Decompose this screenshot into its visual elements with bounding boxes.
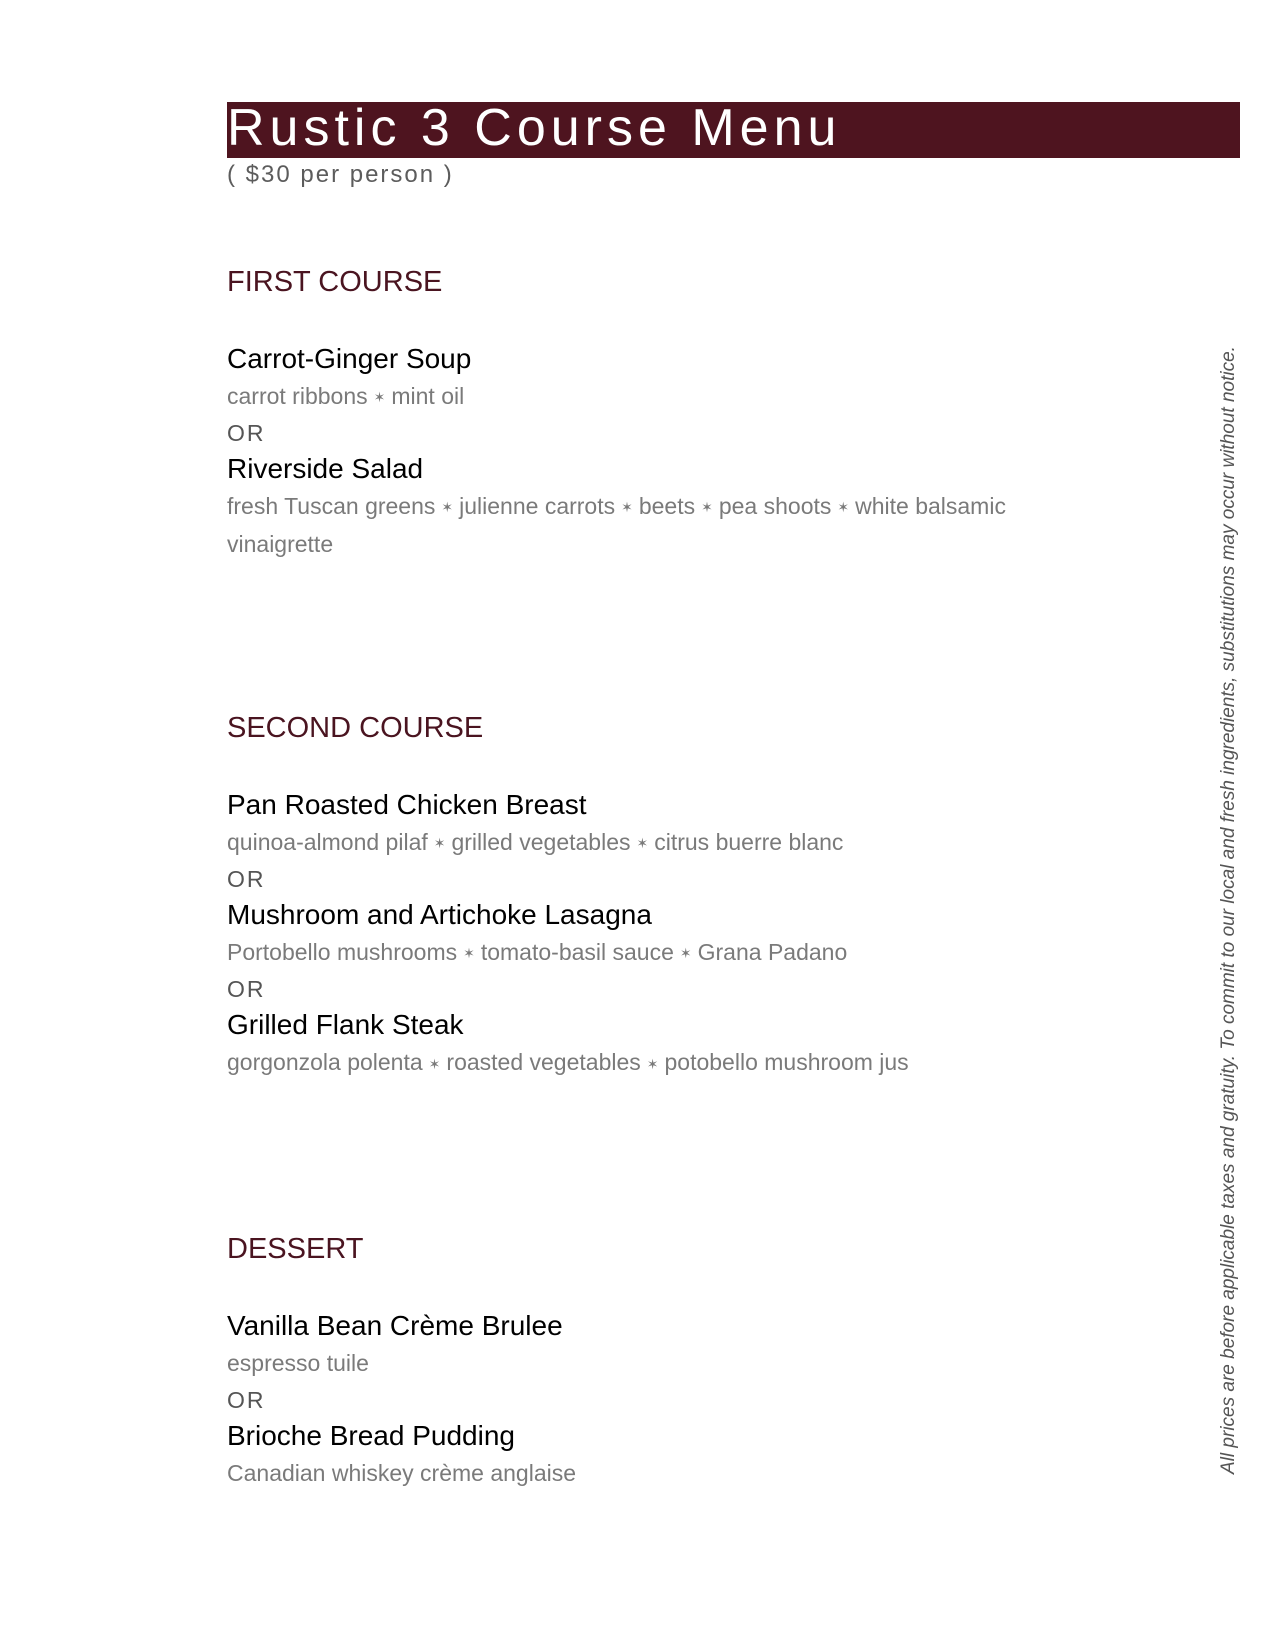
menu-item-description	[227, 378, 1087, 416]
ingredient: gorgonzola polenta	[227, 1049, 423, 1076]
course-items	[227, 340, 1127, 564]
ingredient: beets	[638, 493, 696, 520]
menu-item-name: Vanilla Bean Crème Brulee	[227, 1310, 563, 1341]
separator-icon: ✶	[837, 499, 850, 516]
ingredient: tomato-basil sauce	[480, 939, 674, 966]
menu-item-description	[227, 488, 1087, 564]
separator-icon: ✶	[701, 499, 713, 516]
separator-icon: ✶	[679, 945, 692, 962]
ingredient: fresh Tuscan greens	[227, 493, 436, 520]
menu-item-name: Carrot-Ginger Soup	[227, 343, 472, 374]
or-divider: OR	[227, 975, 266, 1002]
ingredient: julienne carrots	[459, 493, 616, 520]
course-heading: SECOND COURSE	[227, 712, 484, 744]
price-note: ( $30 per person )	[227, 161, 454, 188]
or-divider: OR	[227, 1386, 266, 1413]
separator-icon: ✶	[636, 835, 649, 852]
course-second	[227, 714, 1127, 1082]
menu-item-description	[227, 934, 1087, 972]
menu-item-name: Brioche Bread Pudding	[227, 1420, 515, 1452]
ingredient: carrot ribbons	[227, 382, 368, 409]
course-heading: FIRST COURSE	[227, 266, 443, 298]
course-items	[227, 1307, 1127, 1493]
ingredient: mint oil	[391, 382, 465, 409]
menu-item-name: Mushroom and Artichoke Lasagna	[227, 899, 652, 931]
ingredient: grilled vegetables	[451, 828, 631, 855]
separator-icon: ✶	[433, 835, 446, 852]
separator-icon: ✶	[463, 945, 475, 962]
separator-icon: ✶	[373, 389, 386, 406]
course-heading: DESSERT	[227, 1233, 364, 1265]
or-divider: OR	[227, 865, 266, 892]
ingredient: Grana Padano	[697, 939, 848, 966]
ingredient: Canadian whiskey crème anglaise	[227, 1460, 577, 1487]
footer-note: All prices are before applicable taxes and gratuity. To commit to our local and fresh ingredients, substitutions may occur without notice.	[1218, 346, 1239, 1474]
ingredient: pea shoots	[718, 493, 832, 520]
ingredient: roasted vegetables	[446, 1049, 641, 1076]
menu-item-name: Pan Roasted Chicken Breast	[227, 789, 587, 820]
ingredient: Portobello mushrooms	[227, 939, 458, 966]
separator-icon: ✶	[621, 499, 633, 516]
menu-item-description	[227, 1345, 1087, 1383]
ingredient: espresso tuile	[227, 1349, 369, 1376]
separator-icon: ✶	[441, 499, 454, 516]
separator-icon: ✶	[646, 1055, 659, 1072]
menu-item-description	[227, 1044, 1087, 1082]
menu-item-description	[227, 1455, 1087, 1493]
menu-title: Rustic 3 Course Menu	[227, 99, 842, 157]
ingredient: quinoa-almond pilaf	[227, 828, 428, 855]
course-dessert	[227, 1235, 1127, 1493]
separator-icon: ✶	[428, 1055, 441, 1072]
ingredient: potobello mushroom jus	[664, 1049, 909, 1076]
menu-item-name: Riverside Salad	[227, 453, 424, 485]
ingredient: citrus buerre blanc	[654, 828, 844, 855]
menu-item-name: Grilled Flank Steak	[227, 1009, 464, 1041]
ingredient: white balsamic vinaigrette	[227, 493, 1006, 557]
course-items	[227, 786, 1127, 1082]
or-divider: OR	[227, 419, 266, 446]
course-first	[227, 268, 1127, 564]
menu-item-description	[227, 824, 1087, 862]
